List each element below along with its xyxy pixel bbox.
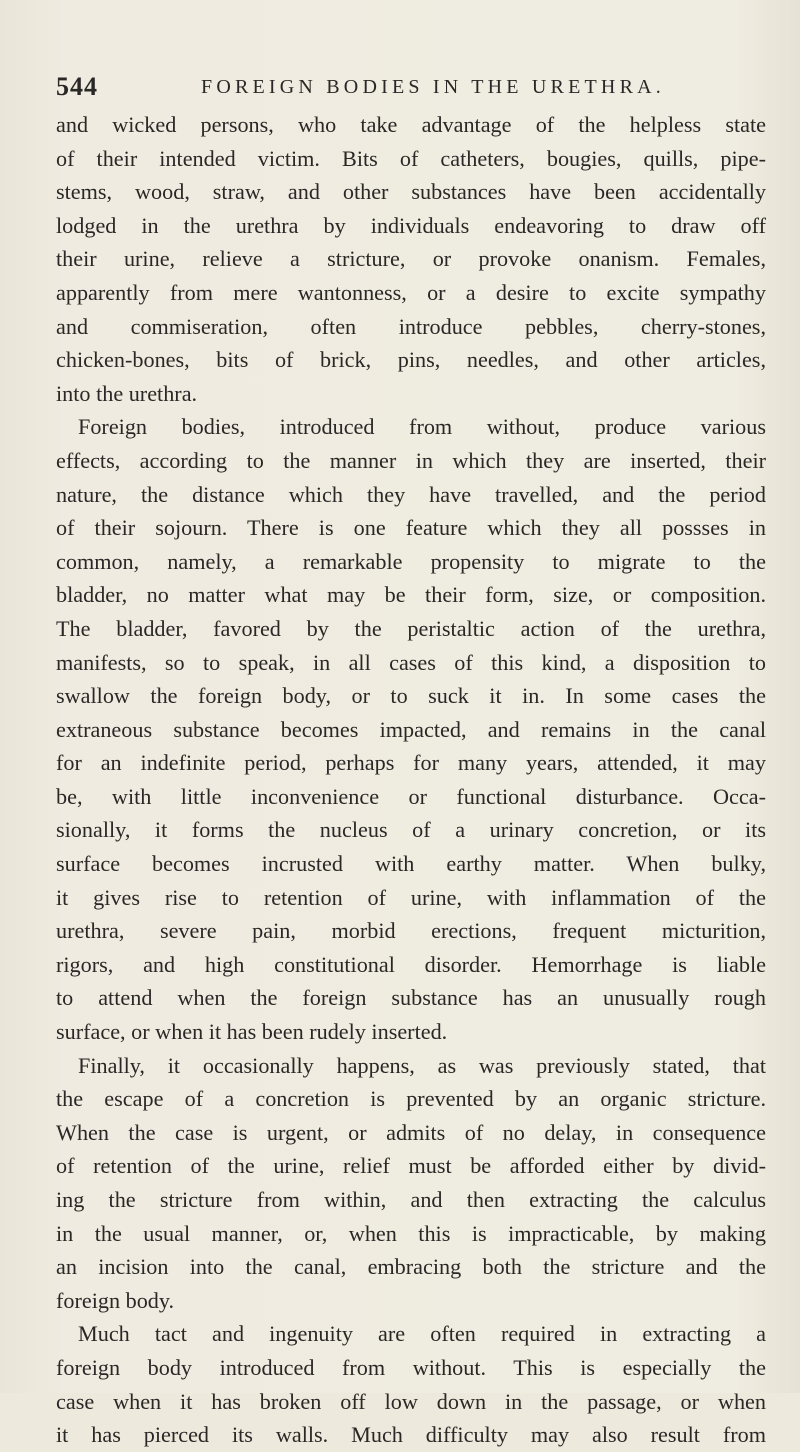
text-line: stems, wood, straw, and other substances have been accidentally (56, 179, 766, 205)
page-number: 544 (56, 72, 98, 101)
text-line: Finally, it occasionally happens, as was previously stated, that (78, 1052, 766, 1078)
text-line: of their intended victim. Bits of catheters, bougies, quills, pipe- (56, 145, 766, 171)
text-line: When the case is urgent, or admits of no delay, in consequence (56, 1119, 766, 1145)
text-line: their urine, relieve a stricture, or provoke onanism. Females, (56, 246, 766, 272)
text-line: lodged in the urethra by individuals endeavoring to draw off (56, 212, 766, 238)
text-line: to attend when the foreign substance has an unusually rough (56, 985, 766, 1011)
text-line: the escape of a concretion is prevented by an organic stricture. (56, 1086, 766, 1112)
text-line: it has pierced its walls. Much difficulty may also result from (56, 1422, 766, 1448)
running-head (56, 72, 756, 112)
text-line: of their sojourn. There is one feature which they all possses in (56, 515, 766, 541)
text-line: nature, the distance which they have travelled, and the period (56, 481, 766, 507)
text-line: The bladder, favored by the peristaltic action of the urethra, (56, 615, 766, 641)
text-line: manifests, so to speak, in all cases of this kind, a disposition to (56, 649, 766, 675)
text-line: ing the stricture from within, and then extracting the calculus (56, 1187, 766, 1212)
text-line: surface, or when it has been rudely inserted. (56, 1019, 448, 1045)
text-line: swallow the foreign body, or to suck it in. In some cases the (56, 683, 766, 709)
text-line: sionally, it forms the nucleus of a urinary concretion, or its (56, 817, 766, 843)
text-line: Much tact and ingenuity are often required in extracting a (78, 1321, 766, 1347)
text-line: foreign body. (56, 1287, 175, 1313)
text-line: and commiseration, often introduce pebbles, cherry-stones, (56, 313, 766, 339)
text-line: surface becomes incrusted with earthy matter. When bulky, (56, 851, 766, 877)
text-line: of retention of the urine, relief must be afforded either by divid- (56, 1153, 766, 1179)
text-line: urethra, severe pain, morbid erections, frequent micturition, (56, 918, 766, 944)
text-line: rigors, and high constitutional disorder. Hemorrhage is liable (56, 951, 766, 977)
text-line: into the urethra. (56, 380, 198, 406)
text-line: foreign body introduced from without. This is especially the (56, 1354, 766, 1380)
text-line: Foreign bodies, introduced from without, produce various (78, 414, 766, 440)
text-line: chicken-bones, bits of brick, pins, needles, and other articles, (56, 347, 766, 373)
text-line: common, namely, a remarkable propensity to migrate to the (56, 548, 766, 574)
text-line: extraneous substance becomes impacted, and remains in the canal (56, 716, 766, 742)
text-line: effects, according to the manner in which they are inserted, their (56, 447, 766, 473)
text-line: and wicked persons, who take advantage of the helpless state (56, 112, 766, 137)
text-line: bladder, no matter what may be their form, size, or composition. (56, 582, 766, 608)
text-line: an incision into the canal, embracing both the stricture and the (56, 1254, 766, 1280)
text-line: case when it has broken off low down in the passage, or when (56, 1388, 766, 1414)
body-text (56, 108, 766, 1452)
running-head-title: FOREIGN BODIES IN THE URETHRA. (201, 76, 665, 98)
text-line: in the usual manner, or, when this is impracticable, by making (56, 1220, 766, 1246)
text-line: for an indefinite period, perhaps for many years, attended, it may (56, 750, 766, 776)
text-line: apparently from mere wantonness, or a desire to excite sympathy (56, 279, 766, 305)
text-line: be, with little inconvenience or functional disturbance. Occa- (56, 783, 766, 809)
text-line: it gives rise to retention of urine, with inflammation of the (56, 884, 766, 910)
